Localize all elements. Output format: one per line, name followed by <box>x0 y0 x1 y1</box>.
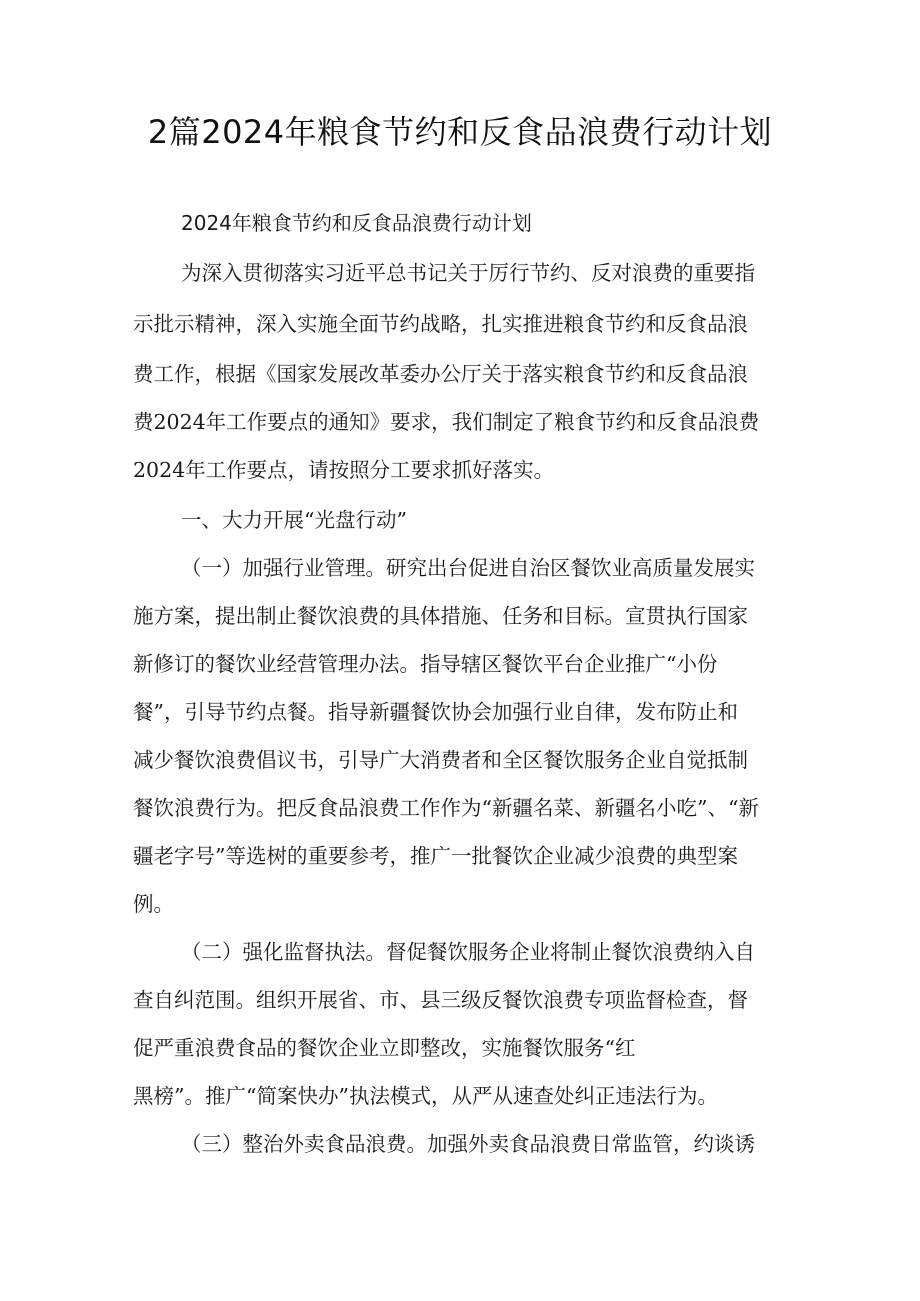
paragraph-line: 费工作，根据《国家发展改革委办公厅关于落实粮食节约和反食品浪 <box>133 362 748 386</box>
section-heading: 2024年粮食节约和反食品浪费行动计划 <box>181 211 532 235</box>
paragraph-line: 疆老字号”等选树的重要参考，推广一批餐饮企业减少浪费的典型案 <box>133 844 738 868</box>
paragraph-line: （三）整治外卖食品浪费。加强外卖食品浪费日常监管，约谈诱 <box>181 1132 755 1156</box>
document-title: 2篇2024年粮食节约和反食品浪费行动计划 <box>147 113 773 151</box>
paragraph-line: 示批示精神，深入实施全面节约战略，扎实推进粮食节约和反食品浪 <box>133 312 748 336</box>
paragraph-line: 查自纠范围。组织开展省、市、县三级反餐饮浪费专项监督检查，督 <box>133 988 748 1012</box>
paragraph-line: 餐饮浪费行为。把反食品浪费工作作为“新疆名菜、新疆名小吃”、“新 <box>133 796 759 820</box>
paragraph-line: 新修订的餐饮业经营管理办法。指导辖区餐饮平台企业推广“小份 <box>133 652 718 676</box>
paragraph-line: 2024年工作要点，请按照分工要求抓好落实。 <box>133 458 555 482</box>
paragraph-line: 例。 <box>133 892 174 916</box>
paragraph-line: 施方案，提出制止餐饮浪费的具体措施、任务和目标。宣贯执行国家 <box>133 604 748 628</box>
paragraph-line: 为深入贯彻落实习近平总书记关于厉行节约、反对浪费的重要指 <box>181 261 755 285</box>
paragraph-line: 餐”，引导节约点餐。指导新疆餐饮协会加强行业自律，发布防止和 <box>133 700 738 724</box>
paragraph-line: （二）强化监督执法。督促餐饮服务企业将制止餐饮浪费纳入自 <box>181 940 755 964</box>
paragraph-line: 黑榜”。推广“简案快办”执法模式，从严从速查处纠正违法行为。 <box>133 1084 718 1108</box>
paragraph-line: 费2024年工作要点的通知》要求，我们制定了粮食节约和反食品浪费 <box>133 410 760 434</box>
paragraph-line: （一）加强行业管理。研究出台促进自治区餐饮业高质量发展实 <box>181 556 755 580</box>
chapter-heading: 一、大力开展“光盘行动” <box>181 508 407 532</box>
paragraph-line: 促严重浪费食品的餐饮企业立即整改，实施餐饮服务“红 <box>133 1036 636 1060</box>
paragraph-line: 减少餐饮浪费倡议书，引导广大消费者和全区餐饮服务企业自觉抵制 <box>133 748 748 772</box>
